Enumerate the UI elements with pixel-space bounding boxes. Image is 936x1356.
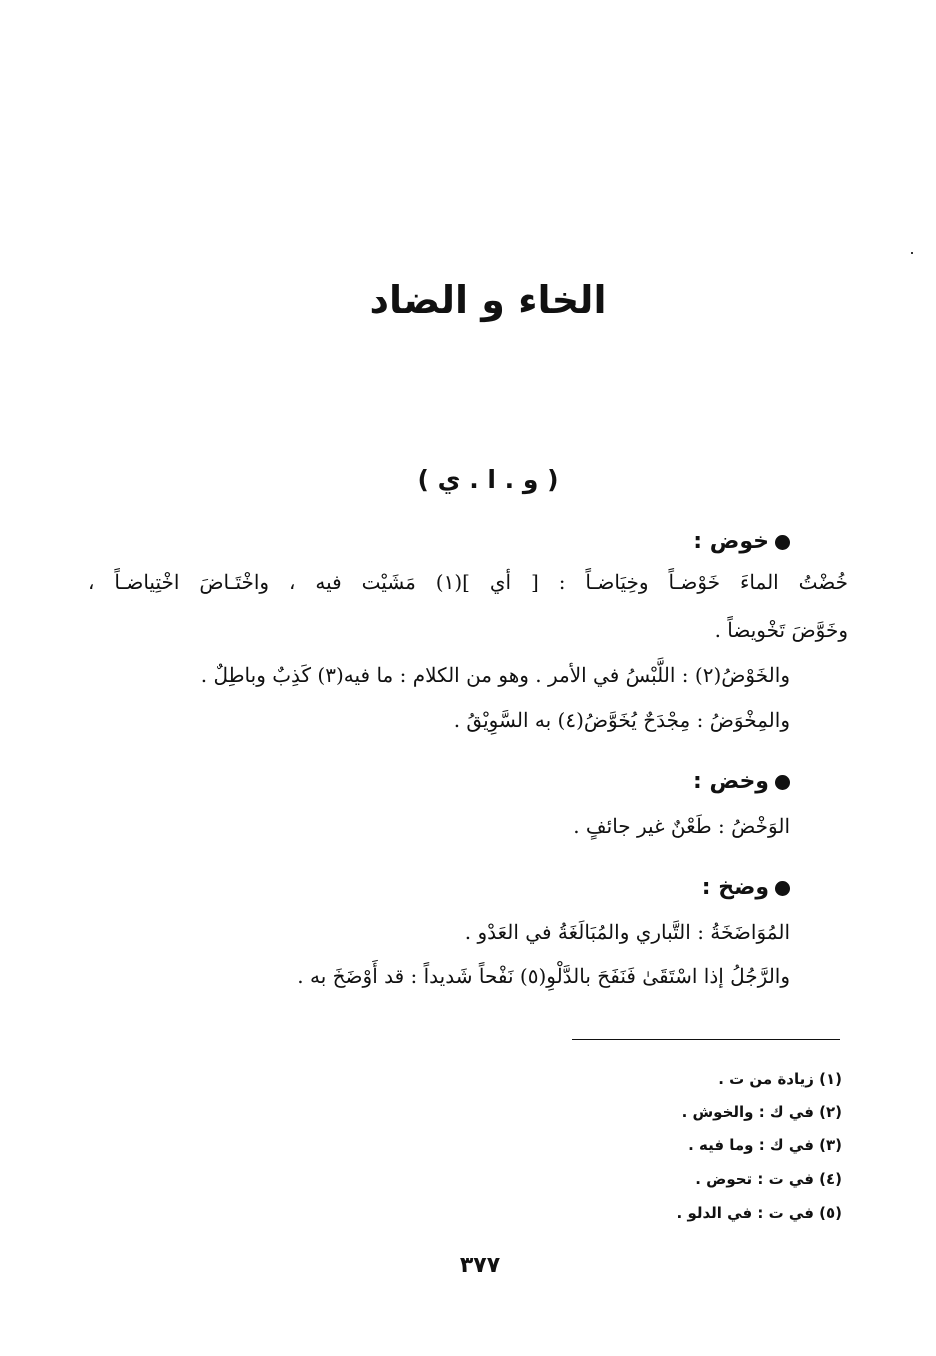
headword-label: خوض : bbox=[693, 529, 769, 554]
entry-line: والرَّجُلُ إذا اسْتَقَىٰ فَنَفَحَ بالدَّلْوِ(٥) نَفْحاً شَديداً : قد أَوْضَخَ به . bbox=[297, 964, 790, 988]
entry-line: خُضْتُ الماءَ خَوْضـاً وخِيَاضـاً : [ أي ](١) مَشَيْت فيه ، واخْتَـاضَ اخْتِياضـاً ، bbox=[88, 570, 848, 594]
bullet-icon bbox=[775, 775, 790, 790]
scan-speck bbox=[911, 252, 913, 254]
entry-headword-wadkh bbox=[702, 872, 790, 904]
entry-headword-wakhd bbox=[693, 766, 790, 798]
bullet-icon bbox=[775, 535, 790, 550]
entry-line: والخَوْضُ(٢) : اللَّبْسُ في الأمر . وهو من الكلام : ما فيه(٣) كَذِبٌ وباطِلٌ . bbox=[200, 663, 790, 687]
footnote: (٥) في ت : في الدلو . bbox=[676, 1204, 842, 1222]
bullet-icon bbox=[775, 881, 790, 896]
headword-label: وخض : bbox=[692, 769, 769, 794]
entry-line: وخَوَّضَ تَخْويضاً . bbox=[714, 618, 848, 642]
page-number: ٣٧٧ bbox=[459, 1253, 501, 1278]
footnote: (٢) في ك : والخوش . bbox=[681, 1103, 842, 1121]
entry-line: الوَخْضُ : طَعْنٌ غير جائفٍ . bbox=[573, 814, 790, 838]
footnote: (٣) في ك : وما فيه . bbox=[688, 1136, 842, 1154]
footnote-separator bbox=[572, 1039, 840, 1040]
root-heading: ( و . ا . ي ) bbox=[417, 465, 559, 494]
chapter-title: الخاء و الضاد bbox=[369, 278, 607, 322]
headword-label: وضخ : bbox=[701, 875, 769, 900]
entry-line: المُوَاضَخَةُ : التَّباري والمُبَالَغَةُ في العَدْو . bbox=[464, 920, 790, 944]
footnote: (٤) في ت : تحوض . bbox=[695, 1170, 842, 1188]
entry-headword-khawd bbox=[693, 526, 790, 558]
entry-line: والمِخْوَضُ : مِجْدَحٌ يُخَوَّضُ(٤) به السَّوِيْقُ . bbox=[453, 708, 790, 732]
footnote: (١) زيادة من ت . bbox=[718, 1070, 842, 1088]
